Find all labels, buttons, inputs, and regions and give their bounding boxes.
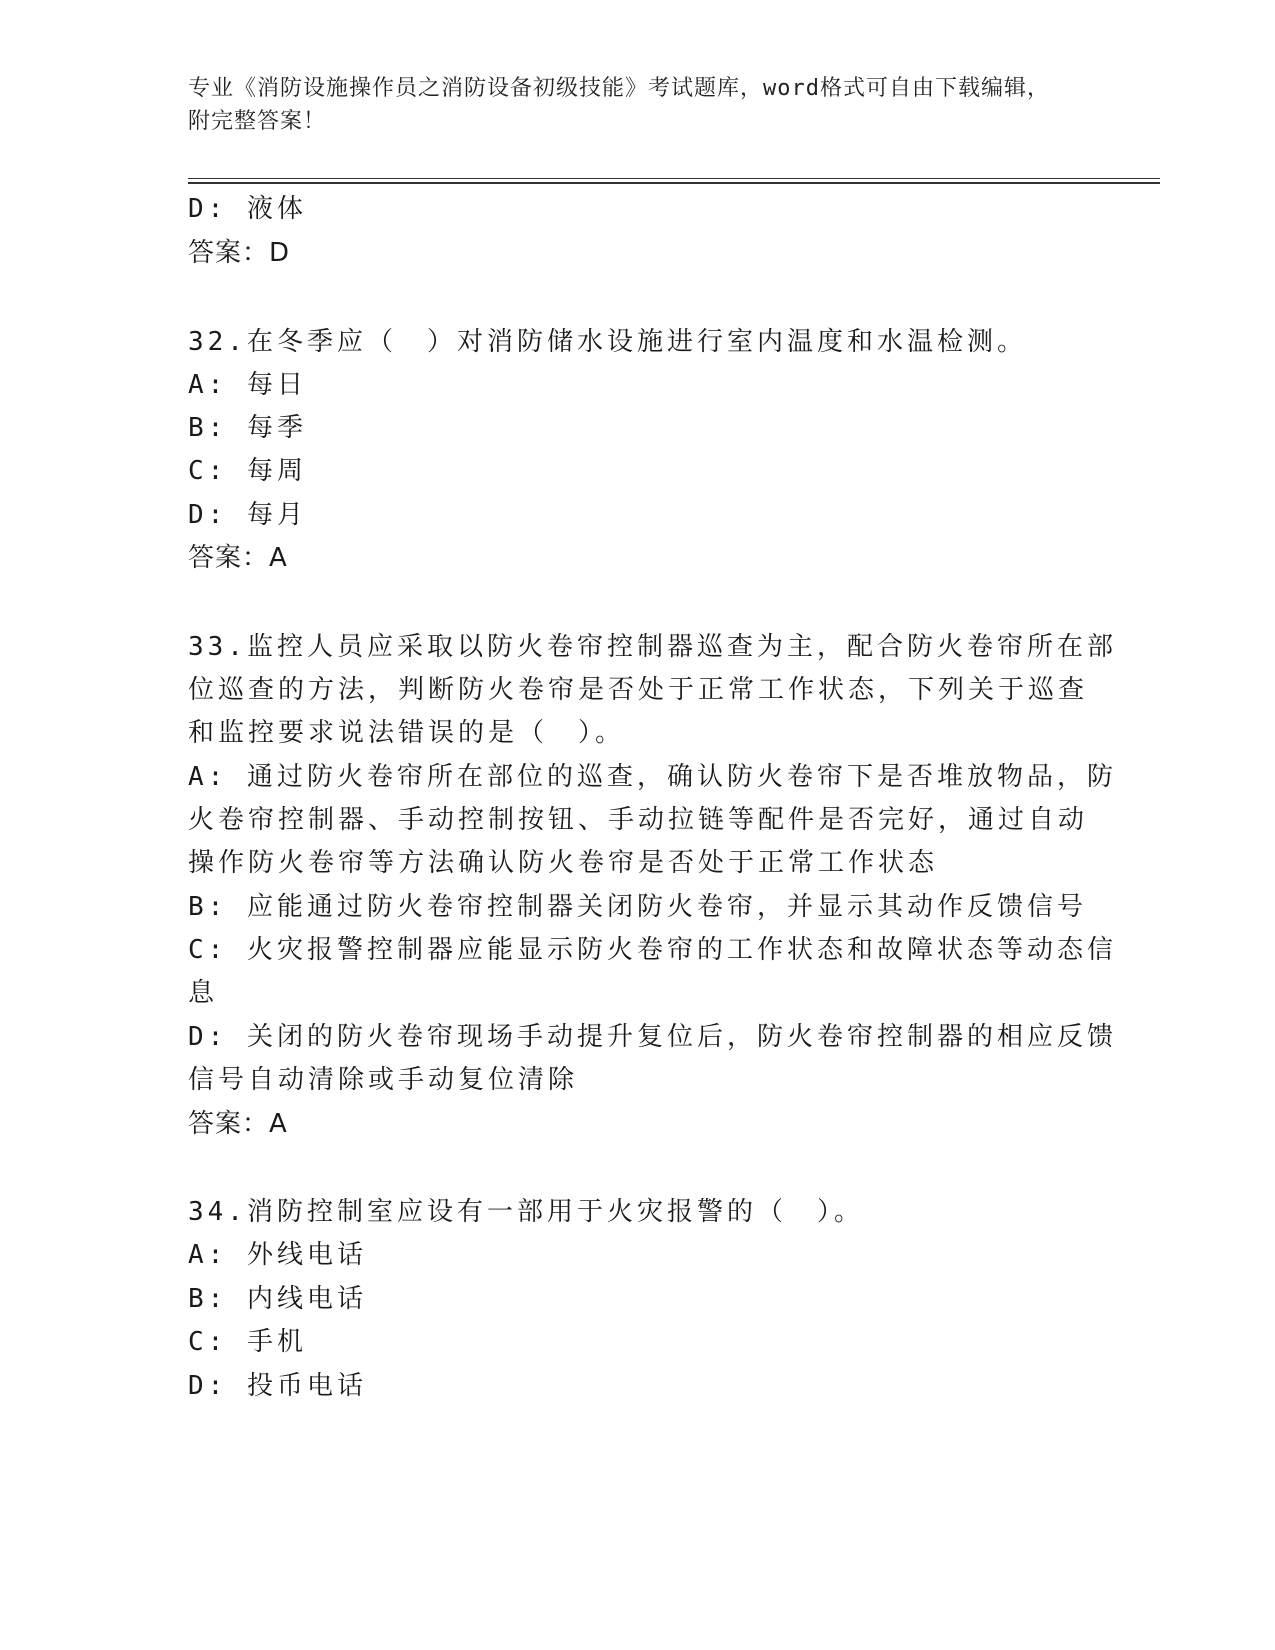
- q33-stem-line2: 位巡查的方法，判断防火卷帘是否处于正常工作状态，下列关于巡查: [188, 675, 1089, 705]
- document-header: 专业《消防设施操作员之消防设备初级技能》考试题库，word格式可自由下载编辑，附完整答案！: [188, 76, 1050, 134]
- q33-option-c-line1: C: 火灾报警控制器应能显示防火卷帘的工作状态和故障状态等动态信: [188, 935, 1117, 965]
- header-rule-thin: [188, 178, 1160, 179]
- q33-option-d-line2: 信号自动清除或手动复位清除: [188, 1065, 579, 1095]
- q31-answer: 答案：D: [188, 238, 291, 268]
- q32-answer: 答案：A: [188, 543, 288, 573]
- q33-answer: 答案：A: [188, 1109, 288, 1139]
- q33-option-d-line1: D: 关闭的防火卷帘现场手动提升复位后，防火卷帘控制器的相应反馈: [188, 1022, 1117, 1052]
- q32-option-a: A: 每日: [188, 370, 307, 400]
- q34-option-b: B: 内线电话: [188, 1284, 367, 1314]
- q32-stem: 32.在冬季应（ ）对消防储水设施进行室内温度和水温检测。: [188, 327, 1027, 357]
- q34-option-a: A: 外线电话: [188, 1240, 367, 1270]
- q32-option-b: B: 每季: [188, 413, 307, 443]
- q33-stem-line3: 和监控要求说法错误的是（ ）。: [188, 718, 626, 748]
- q33-option-a-line1: A: 通过防火卷帘所在部位的巡查，确认防火卷帘下是否堆放物品，防: [188, 762, 1117, 792]
- q33-option-c-line2: 息: [188, 978, 219, 1008]
- q32-option-d: D: 每月: [188, 500, 307, 530]
- header-rule-thick: [188, 182, 1160, 184]
- q33-option-b: B: 应能通过防火卷帘控制器关闭防火卷帘，并显示其动作反馈信号: [188, 892, 1087, 922]
- q33-option-a-line2: 火卷帘控制器、手动控制按钮、手动拉链等配件是否完好，通过自动: [188, 805, 1089, 835]
- q33-option-a-line3: 操作防火卷帘等方法确认防火卷帘是否处于正常工作状态: [188, 848, 939, 878]
- q34-option-c: C: 手机: [188, 1327, 307, 1357]
- q31-option-d: D: 液体: [188, 194, 307, 224]
- q34-stem: 34.消防控制室应设有一部用于火灾报警的（ ）。: [188, 1197, 864, 1227]
- q34-option-d: D: 投币电话: [188, 1371, 367, 1401]
- q33-stem-line1: 33.监控人员应采取以防火卷帘控制器巡查为主，配合防火卷帘所在部: [188, 632, 1117, 662]
- q32-option-c: C: 每周: [188, 456, 307, 486]
